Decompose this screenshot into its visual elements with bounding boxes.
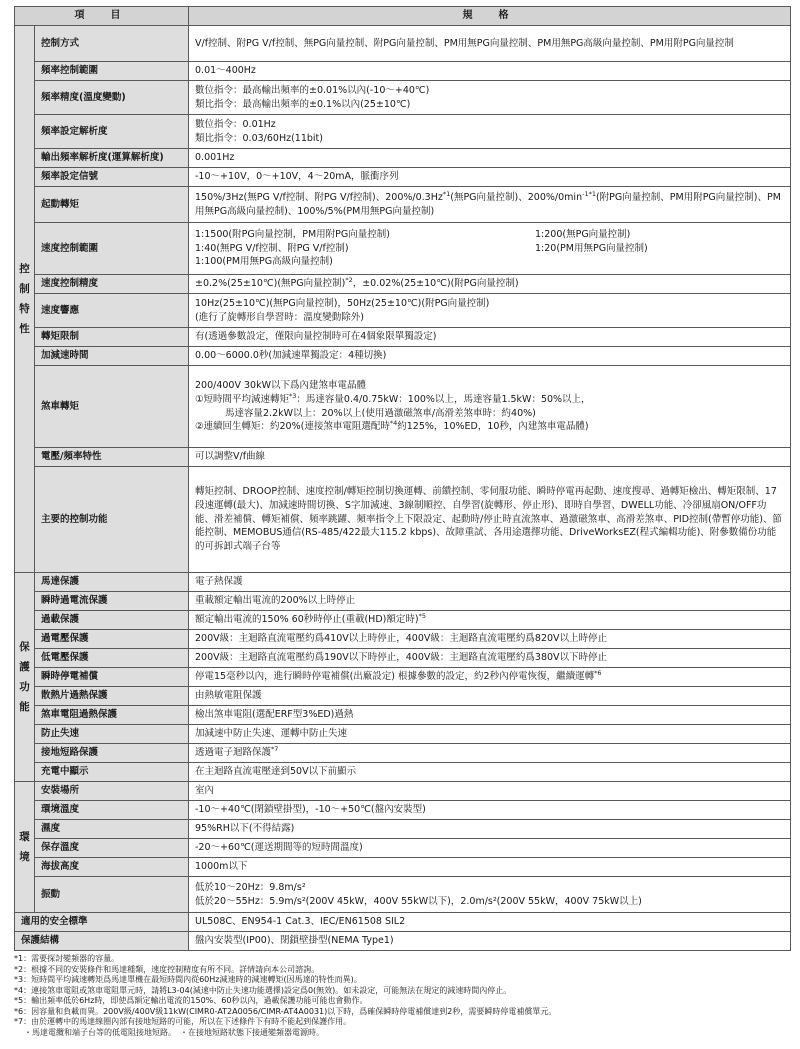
spec-value (189, 187, 791, 223)
spec-value-line: 200V級：主迴路直流電壓約爲190V以下時停止，400V級：主迴路直流電壓約爲380V以下時停止 (195, 652, 608, 664)
table-row (15, 839, 791, 858)
category-control: 控 制 特 性 (15, 26, 35, 573)
table-row (15, 168, 791, 187)
spec-value-line: 低於20～55Hz：5.9m/s²(200V 45kW，400V 55kW以下)，2.0m/s²(200V 55kW，400V 75kW以上) (195, 895, 642, 907)
spec-value-col-1: 1:1500(附PG向量控制，PM用附PG向量控制) (195, 228, 390, 240)
table-row (15, 26, 791, 62)
footnote: *5：輸出頻率低於6Hz時，即使爲額定輸出電流的150%、60秒以內，過載保護功能可能也會動作。 (14, 996, 368, 1006)
spec-value (189, 763, 791, 782)
spec-item-label: 輸出頻率解析度(運算解析度) (35, 149, 189, 168)
table-row (15, 62, 791, 81)
category-protection: 保 護 功 能 (15, 573, 35, 782)
spec-value (189, 26, 791, 62)
table-row (15, 328, 791, 347)
spec-value-line: ②連續回生轉矩：約20%(連接煞車電阻選配時$^{*4}$約125%，10%ED，10秒，內建煞車電晶體) (195, 419, 589, 433)
spec-item-label: 瞬時停電補償 (35, 668, 189, 687)
spec-value-line: 1000m以下 (195, 861, 248, 873)
spec-value-line: 停電15毫秒以內，進行瞬時停電補償(出廠設定) 根據參數的設定，約2秒內停電恢復，繼續運轉$^{*6}$ (195, 668, 602, 683)
spec-value (189, 62, 791, 81)
table-row (15, 275, 791, 294)
spec-value (189, 223, 791, 275)
spec-value (189, 744, 791, 763)
spec-value (189, 347, 791, 366)
spec-value-line: 轉矩控制、DROOP控制、速度控制/轉矩控制切換運轉、前饋控制、零伺服功能、瞬時停電再起動、速度搜尋、過轉矩檢出、轉矩限制、17段速運轉(最大)、加減速時間切換、S字加減速、3線制順控、自學習(旋轉形、停止形)、即時自學習、DWELL功能、冷卻風扇ON/OFF功能、滑差補償、轉矩補償、頻率跳躍、頻率指令上下限設定、起動時/停止時直流煞車、過激磁煞車、高滑差煞車、PID控制(帶暫停功能)、節能控制、MEMOBUS通信(RS-485/422最大115.2 kbps)、故障重試、各用途選擇功能、DriveWorksEZ(程式編輯功能)、附參數備份功能的可拆卸式端子台等 (195, 486, 782, 553)
spec-value-line: 200V級：主迴路直流電壓約爲410V以上時停止，400V級：主迴路直流電壓約爲820V以上時停止 (195, 633, 608, 645)
spec-item-label: 濕度 (35, 820, 189, 839)
spec-item-label: 振動 (35, 877, 189, 913)
spec-value (189, 611, 791, 630)
spec-value-line (195, 242, 784, 256)
table-row (15, 858, 791, 877)
spec-value-line: -10～+10V，0～+10V，4～20mA，脈衝序列 (195, 171, 399, 183)
spec-value (189, 801, 791, 820)
spec-item-label: 加減速時間 (35, 347, 189, 366)
footnote: *1：需要探討變頻器的容量。 (14, 954, 120, 963)
spec-value-line: 數位指令：0.01Hz (195, 118, 276, 130)
footnote: *4：連接煞車電阻或煞車電阻單元時，請將L3-04(減速中防止失速功能選擇)設定爲0(無效)。如未設定，可能無法在規定的減速時間內停止。 (14, 985, 512, 995)
spec-item-label: 煞車轉矩 (35, 366, 189, 448)
table-row (15, 801, 791, 820)
spec-value (189, 366, 791, 448)
spec-item-label: 頻率控制範圍 (35, 62, 189, 81)
spec-value-line: 類比指令：0.03/60Hz(11bit) (195, 132, 323, 144)
spec-item-label: 轉矩限制 (35, 328, 189, 347)
spec-value (189, 668, 791, 687)
spec-item-label: 過載保護 (35, 611, 189, 630)
spec-value-col-1: 1:40(無PG V/f控制、附PG V/f控制) (195, 242, 349, 254)
spec-value-line: 0.00～6000.0秒(加減速單獨設定：4種切換) (195, 350, 387, 362)
spec-item-label: 防止失速 (35, 725, 189, 744)
table-row (15, 744, 791, 763)
spec-value-line (195, 255, 784, 269)
spec-item-label: 安裝場所 (35, 782, 189, 801)
spec-value (189, 725, 791, 744)
spec-value (189, 706, 791, 725)
spec-item-label: 瞬時過電流保護 (35, 592, 189, 611)
spec-value-line: 在主迴路直流電壓達到50V以下前顯示 (195, 766, 357, 778)
spec-value-line: 10Hz(25±10℃)(無PG向量控制)，50Hz(25±10℃)(附PG向量控制) (195, 297, 490, 309)
spec-item-label: 過電壓保護 (35, 630, 189, 649)
table-row (15, 877, 791, 913)
table-row (15, 649, 791, 668)
spec-value-line: 可以調整V/f曲線 (195, 451, 266, 463)
table-row (15, 668, 791, 687)
spec-value-line: 室內 (195, 785, 215, 797)
spec-value-line: 0.001Hz (195, 152, 235, 164)
spec-value (189, 877, 791, 913)
spec-value-line: (進行了旋轉形自學習時：溫度變動除外) (195, 311, 364, 323)
header-spec: 規 格 (189, 7, 791, 26)
spec-item-label: 速度控制範圍 (35, 223, 189, 275)
spec-value-line: 重載額定輸出電流的200%以上時停止 (195, 595, 356, 607)
spec-value-line: 0.01～400Hz (195, 65, 256, 77)
spec-value-line: 檢出煞車電阻(選配ERF型3%ED)過熱 (195, 709, 354, 721)
spec-value-line: 95%RH以下(不得結露) (195, 823, 295, 835)
spec-table (14, 6, 791, 951)
spec-item-label: 頻率設定信號 (35, 168, 189, 187)
spec-item-label: 適用的安全標準 (15, 913, 189, 932)
spec-value-line: 200/400V 30kW以下爲內建煞車電晶體 (195, 379, 366, 391)
spec-value-line: 低於10～20Hz：9.8m/s² (195, 881, 306, 893)
spec-value (189, 649, 791, 668)
spec-item-label: 馬達保護 (35, 573, 189, 592)
footnote: *3：短時間平均減速轉矩爲馬達單機在最短時間內從60Hz減速時的減速轉矩(因馬達的特性而異)。 (14, 975, 362, 985)
table-row (15, 187, 791, 223)
spec-value-col-2: 1:200(無PG向量控制) (535, 228, 631, 240)
table-row (15, 725, 791, 744)
spec-item-label: 起動轉矩 (35, 187, 189, 223)
spec-item-label: 煞車電阻過熱保護 (35, 706, 189, 725)
spec-value-line: 150%/3Hz(無PG V/f控制、附PG V/f控制)、200%/0.3Hz$^{*1}$(無PG向量控制)、$200\%/0\min^{-1*1}$(附PG向量控制、PM用附PG向量控制)、PM用無PG高級向量控制)、100%/5%(PM用無PG向量控制) (195, 189, 781, 217)
header-item: 項 目 (15, 7, 189, 26)
spec-item-label: 速度控制精度 (35, 275, 189, 294)
footnotes (14, 954, 790, 1038)
spec-value (189, 592, 791, 611)
spec-value-line: -20～+60℃(運送期間等的短時間溫度) (195, 842, 363, 854)
table-header-row (15, 7, 791, 26)
spec-value (189, 149, 791, 168)
spec-value (189, 328, 791, 347)
table-row (15, 592, 791, 611)
spec-item-label: 保護結構 (15, 932, 189, 951)
spec-value (189, 839, 791, 858)
spec-value (189, 932, 791, 951)
spec-value-line: 額定輸出電流的150% 60秒時停止(重載(HD)額定時)$^{*5}$ (195, 611, 426, 626)
spec-value-line: 由熱敏電阻保護 (195, 690, 262, 702)
spec-item-label: 散熱片過熱保護 (35, 687, 189, 706)
table-row (15, 448, 791, 467)
spec-value-line: 有(透過參數設定，僅限向量控制時可在4個象限單獨設定) (195, 331, 437, 343)
spec-value-line: UL508C、EN954-1 Cat.3、IEC/EN61508 SIL2 (195, 916, 406, 928)
spec-value-line: 加減速中防止失速、運轉中防止失速 (195, 728, 348, 740)
spec-item-label: 速度響應 (35, 294, 189, 328)
spec-value-line (195, 228, 784, 242)
spec-value (189, 820, 791, 839)
spec-value-line: ①短時間平均減速轉矩$^{*3}$：馬達容量0.4/0.75kW：100%以上，馬達容量1.5kW：50%以上， (195, 391, 591, 405)
table-row (15, 913, 791, 932)
spec-item-label: 控制方式 (35, 26, 189, 62)
table-row (15, 820, 791, 839)
spec-value (189, 573, 791, 592)
table-row (15, 932, 791, 951)
spec-item-label: 電壓/頻率特性 (35, 448, 189, 467)
table-row (15, 630, 791, 649)
table-row (15, 294, 791, 328)
spec-value-line: 電子熱保護 (195, 576, 243, 588)
spec-value-line: -10～+40℃(閉鎖壁掛型)，-10～+50℃(盤內安裝型) (195, 804, 426, 816)
spec-value (189, 913, 791, 932)
table-row (15, 81, 791, 115)
spec-item-label: 充電中顯示 (35, 763, 189, 782)
spec-item-label: 頻率設定解析度 (35, 115, 189, 149)
spec-value (189, 630, 791, 649)
table-row (15, 467, 791, 573)
table-row (15, 573, 791, 592)
spec-item-label: 頻率精度(溫度變動) (35, 81, 189, 115)
spec-table-body (15, 26, 791, 951)
spec-value-line: ±0.2%(25±10℃)(無PG向量控制)$^{*2}$，±0.02%(25±10℃)(附PG向量控制) (195, 275, 519, 290)
spec-value-line: 盤內安裝型(IP00)、閉鎖壁掛型(NEMA Type1) (195, 935, 394, 947)
spec-value-col-1: 1:100(PM用無PG高級向量控制) (195, 256, 333, 268)
table-row (15, 115, 791, 149)
spec-value (189, 448, 791, 467)
table-row (15, 782, 791, 801)
spec-value (189, 294, 791, 328)
spec-value (189, 81, 791, 115)
footnote: *7：由於運轉中的馬達線圈內部有接地短路的可能，所以在下述條件下有時不能起到保護作用。 (14, 1017, 352, 1027)
table-row (15, 763, 791, 782)
footnote-sub: ・馬達電纜和端子台等的低電阻接地短路。 ・在接地短路狀態下接通變頻器電源時。 (24, 1027, 324, 1037)
spec-value (189, 168, 791, 187)
table-row (15, 366, 791, 448)
spec-value (189, 275, 791, 294)
table-row (15, 687, 791, 706)
footnote: *6：因容量和負載而異。200V級/400V級11kW(CIMR0-AT2A0056/CIMR-AT4A0031)以下時，爲確保瞬時停電補償達到2秒，需要瞬時停電補償單元。 (14, 1006, 557, 1016)
spec-value-line: V/f控制、附PG V/f控制、無PG向量控制、附PG向量控制、PM用無PG向量控制、PM用無PG高級向量控制、PM用附PG向量控制 (195, 37, 734, 49)
spec-item-label: 主要的控制功能 (35, 467, 189, 573)
spec-item-label: 低電壓保護 (35, 649, 189, 668)
spec-item-label: 環境溫度 (35, 801, 189, 820)
spec-item-label: 保存溫度 (35, 839, 189, 858)
spec-value-line: 透過電子迴路保護$^{*7}$ (195, 744, 279, 759)
spec-item-label: 接地短路保護 (35, 744, 189, 763)
spec-value-line: 類比指令：最高輸出頻率的±0.1%以內(25±10℃) (195, 98, 411, 110)
spec-value (189, 467, 791, 573)
table-row (15, 149, 791, 168)
table-row (15, 611, 791, 630)
spec-value (189, 858, 791, 877)
spec-value (189, 782, 791, 801)
spec-item-label: 海拔高度 (35, 858, 189, 877)
spec-value (189, 115, 791, 149)
spec-value-line: 數位指令：最高輸出頻率的±0.01%以內(-10～+40℃) (195, 84, 430, 96)
footnote: *2：根據不同的安裝條件和馬達種類，速度控制精度有所不同。詳情請向本公司諮詢。 (14, 964, 320, 974)
table-row (15, 706, 791, 725)
category-environment: 環 境 (15, 782, 35, 913)
table-row (15, 347, 791, 366)
table-row (15, 223, 791, 275)
spec-value-line: 馬達容量2.2kW以上：20%以上(使用過激磁煞車/高滑差煞車時：約40%) (225, 407, 536, 419)
spec-value-col-2: 1:20(PM用無PG向量控制) (535, 242, 648, 254)
spec-value (189, 687, 791, 706)
